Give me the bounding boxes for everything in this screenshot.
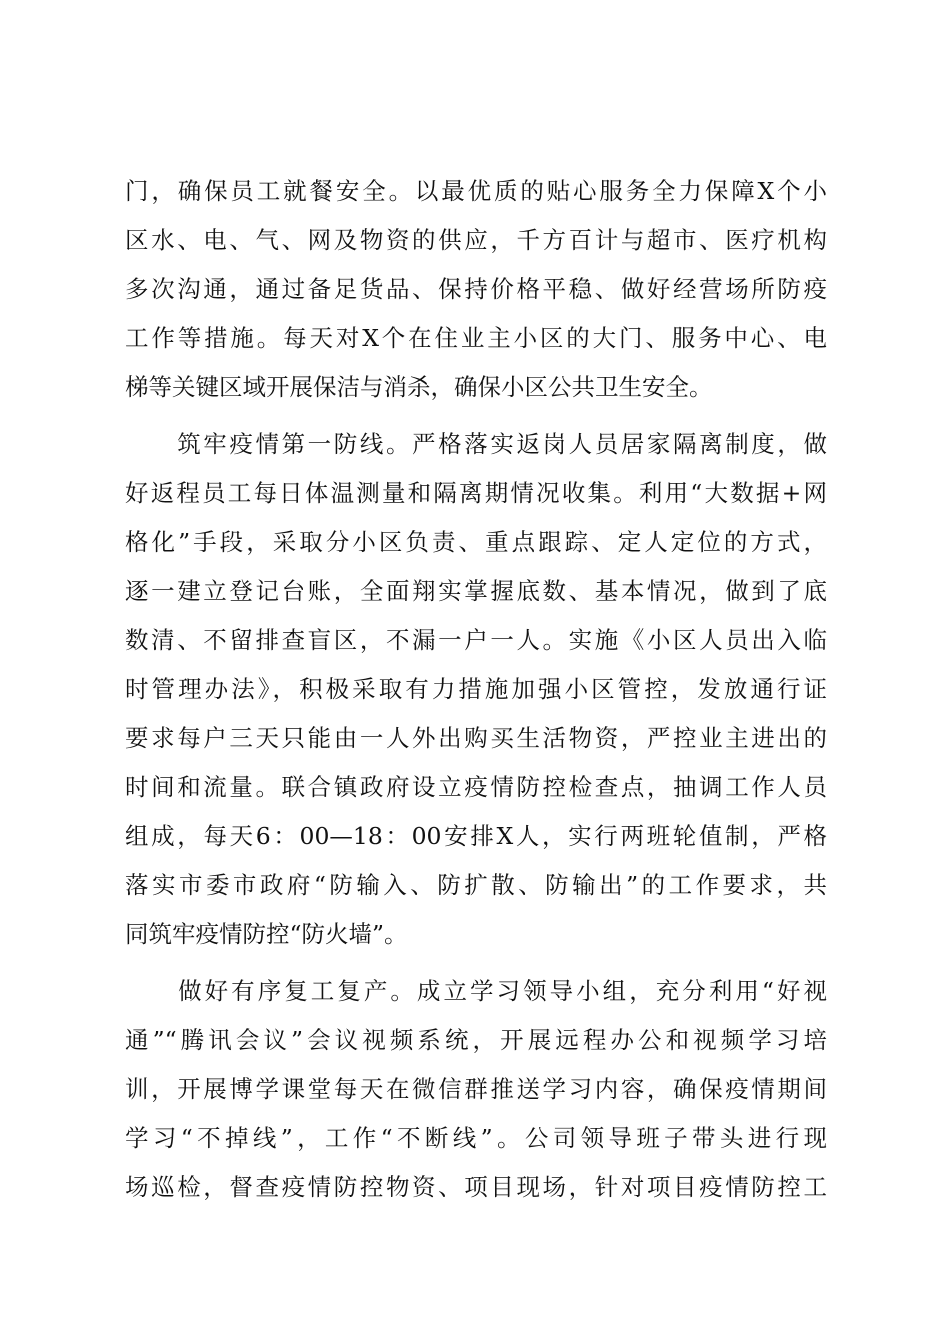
text-line: 要求每户三天只能由一人外出购买生活物资，严控业主进出的 (125, 724, 827, 752)
paragraph-3 (125, 967, 827, 1212)
text-line: 训，开展博学课堂每天在微信群推送学习内容，确保疫情期间 (125, 1075, 827, 1103)
text-line: 筑牢疫情第一防线。严格落实返岗人员居家隔离制度，做 (125, 430, 827, 458)
text-line: 做好有序复工复产。成立学习领导小组，充分利用“好视 (125, 977, 827, 1005)
text-line: 时管理办法》，积极采取有力措施加强小区管控，发放通行证 (125, 675, 827, 703)
text-line: 组成，每天6：00—18：00安排X人，实行两班轮值制，严格 (125, 822, 827, 850)
text-line: 工作等措施。每天对X个在住业主小区的大门、服务中心、电 (125, 324, 827, 352)
paragraph-2 (125, 420, 827, 959)
paragraph-1 (125, 167, 827, 412)
text-line: 区水、电、气、网及物资的供应，千方百计与超市、医疗机构 (125, 226, 827, 254)
paragraph-spacer (125, 959, 827, 967)
text-line: 门，确保员工就餐安全。以最优质的贴心服务全力保障X个小 (125, 177, 827, 205)
text-line: 学习“不掉线”，工作“不断线”。公司领导班子带头进行现 (125, 1124, 827, 1152)
text-line: 时间和流量。联合镇政府设立疫情防控检查点，抽调工作人员 (125, 773, 827, 801)
document-body (125, 167, 827, 1212)
text-line: 场巡检，督查疫情防控物资、项目现场，针对项目疫情防控工 (125, 1173, 827, 1201)
text-line: 数清、不留排查盲区，不漏一户一人。实施《小区人员出入临 (125, 626, 827, 654)
text-line: 格化”手段，采取分小区负责、重点跟踪、定人定位的方式， (125, 528, 827, 556)
text-line: 梯等关键区域开展保洁与消杀，确保小区公共卫生安全。 (125, 373, 713, 401)
text-line: 通”“腾讯会议”会议视频系统，开展远程办公和视频学习培 (125, 1026, 827, 1054)
text-line: 同筑牢疫情防控“防火墙”。 (125, 920, 408, 948)
text-line: 落实市委市政府“防输入、防扩散、防输出”的工作要求，共 (125, 871, 827, 899)
text-line: 逐一建立登记台账，全面翔实掌握底数、基本情况，做到了底 (125, 577, 827, 605)
text-line: 好返程员工每日体温测量和隔离期情况收集。利用“大数据+网 (125, 479, 827, 507)
text-line: 多次沟通，通过备足货品、保持价格平稳、做好经营场所防疫 (125, 275, 827, 303)
paragraph-spacer (125, 412, 827, 420)
